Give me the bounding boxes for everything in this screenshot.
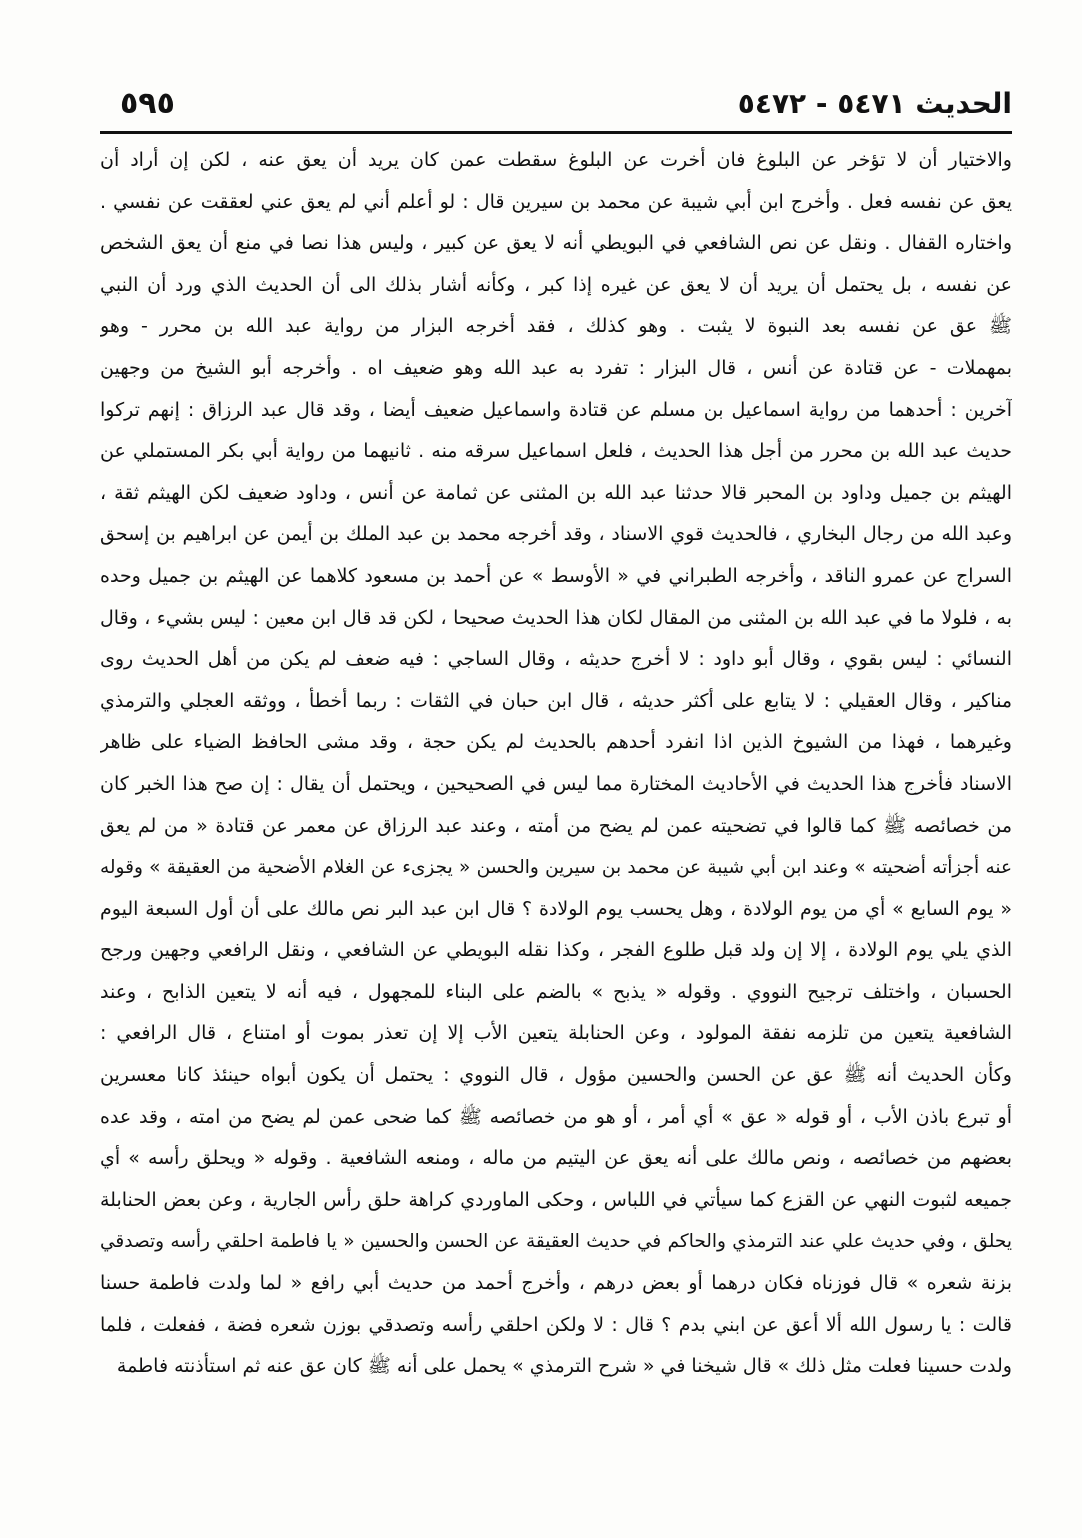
- text-line: واختاره القفال . ونقل عن نص الشافعي في البويطي أنه لا يعق عن كبير ، وليس هذا نصا في منع أن يعق الشخص: [100, 232, 1012, 255]
- text-line: عنه أجزأته أضحيته » وعند ابن أبي شيبة عن محمد بن سيرين والحسن « يجزىء عن الغلام الأضحية من العقيقة » وقوله: [100, 857, 1012, 879]
- text-line: ولدت حسينا فعلت مثل ذلك » قال شيخنا في « شرح الترمذي » يحمل على أنه ﷺ كان عق عنه ثم استأذنته فاطمة: [116, 1355, 1012, 1378]
- text-line: بمهملات - عن قتادة عن أنس ، قال البزار : تفرد به عبد الله وهو ضعيف اه . وأخرجه أبو الشيخ من وجهين: [100, 356, 1012, 379]
- page-number: ٥٩٥: [120, 86, 175, 121]
- text-line: أو تبرع باذن الأب ، أو قوله « عق » أي أمر ، أو هو من خصائصه ﷺ كما ضحى عمن لم يضح من امته ، وقد عده: [100, 1105, 1012, 1128]
- text-line: آخرين : أحدهما من رواية اسماعيل بن مسلم عن قتادة واسماعيل ضعيف أيضا ، وقد قال عبد الرزاق : إنهم تركوا: [100, 398, 1012, 421]
- text-line: الاسناد فأخرج هذا الحديث في الأحاديث المختارة مما ليس في الصحيحين ، ويحتمل أن يقال : إن صح هذا الخبر كان: [100, 772, 1012, 795]
- text-line: وغيرهما ، فهذا من الشيوخ الذين اذا انفرد أحدهم بالحديث لم يكن حجة ، وقد مشى الحافظ الضياء على ظاهر: [100, 731, 1012, 754]
- body-text: [100, 140, 1012, 1388]
- running-title-hadith-range: الحديث ٥٤٧١ - ٥٤٧٢: [737, 87, 1012, 120]
- text-line: يحلق ، وفي حديث علي عند الترمذي والحاكم في حديث العقيقة عن الحسن والحسين « يا فاطمة احلقي رأسه وتصدقي: [100, 1231, 1012, 1253]
- text-line: به ، فلولا ما في عبد الله بن المثنى من المقال لكان هذا الحديث صحيحا ، لكن قد قال ابن معين : ليس بشيء ، وقال: [100, 606, 1012, 629]
- text-line: النسائي : ليس بقوي ، وقال أبو داود : لا أخرج حديثه ، وقال الساجي : فيه ضعف لم يكن من أهل الحديث روى: [100, 648, 1012, 671]
- text-line: وعبد الله من رجال البخاري ، فالحديث قوي الاسناد ، وقد أخرجه محمد بن عبد الملك بن أيمن عن ابراهيم بن إسحق: [100, 523, 1012, 546]
- text-line: ﷺ عق عن نفسه بعد النبوة لا يثبت . وهو كذلك ، فقد أخرجه البزار من رواية عبد الله بن محرر - وهو: [100, 315, 1012, 338]
- text-line: الشافعية يتعين من تلزمه نفقة المولود ، وعن الحنابلة يتعين الأب إلا إن تعذر بموت أو امتناع ، قال الرافعي :: [100, 1022, 1012, 1045]
- text-line: بزنة شعره » قال فوزناه فكان درهما أو بعض درهم ، وأخرج أحمد من حديث أبي رافع « لما ولدت فاطمة حسنا: [100, 1272, 1012, 1295]
- text-line: يعق عن نفسه فعل . وأخرج ابن أبي شيبة عن محمد بن سيرين قال : لو أعلم أني لم يعق عني لعققت عن نفسي .: [100, 190, 1012, 213]
- text-line: جميعه لثبوت النهي عن القزع كما سيأتي في اللباس ، وحكى الماوردي كراهة حلق رأس الجارية ، وعن بعض الحنابلة: [100, 1188, 1012, 1211]
- header-rule: [100, 131, 1012, 134]
- text-line: السراج عن عمرو الناقد ، وأخرجه الطبراني في « الأوسط » عن أحمد بن مسعود كلاهما عن الهيثم بن جميل وحده: [100, 564, 1012, 587]
- text-line: الذي يلي يوم الولادة ، إلا إن ولد قبل طلوع الفجر ، وكذا نقله البويطي عن الشافعي ، ونقل الرافعي وجهين ورجح: [100, 939, 1012, 962]
- text-line: مناكير ، وقال العقيلي : لا يتابع على أكثر حديثه ، قال ابن حبان في الثقات : ربما أخطأ ، ووثقه العجلي والترمذي: [100, 689, 1012, 712]
- text-line: قالت : يا رسول الله ألا أعق عن ابني بدم ؟ قال : لا ولكن احلقي رأسه وتصدقي بوزن شعره فضة ، ففعلت ، فلما: [100, 1313, 1012, 1336]
- text-line: حديث عبد الله بن محرر من أجل هذا الحديث ، فلعل اسماعيل سرقه منه . ثانيهما من رواية أبي بكر المستملي عن: [100, 440, 1012, 463]
- text-line: الهيثم بن جميل وداود بن المحبر قالا حدثنا عبد الله بن المثنى عن ثمامة عن أنس ، وداود ضعيف لكن الهيثم ثقة ،: [100, 481, 1012, 504]
- text-line: والاختيار أن لا تؤخر عن البلوغ فان أخرت عن البلوغ سقطت عمن كان يريد أن يعق عنه ، لكن إن أراد أن: [100, 149, 1012, 171]
- text-line: بعضهم من خصائصه ، ونص مالك على أنه يعق عن اليتيم من ماله ، ومنعه الشافعية . وقوله « ويحلق رأسه » أي: [100, 1147, 1012, 1170]
- text-line: عن نفسه ، بل يحتمل أن يريد أن لا يعق عن غيره إذا كبر ، وكأنه أشار بذلك الى أن الحديث الذي ورد أن النبي: [100, 273, 1012, 296]
- text-line: وكأن الحديث أنه ﷺ عق عن الحسن والحسين مؤول ، قال النووي : يحتمل أن يكون أبواه حينئذ كانا معسرين: [100, 1064, 1012, 1087]
- text-line: من خصائصه ﷺ كما قالوا في تضحيته عمن لم يضح من أمته ، وعند عبد الرزاق عن معمر عن قتادة « من لم يعق: [100, 814, 1012, 837]
- page-header: [100, 84, 1012, 128]
- text-line: الحسبان ، واختلف ترجيح النووي . وقوله « يذبح » بالضم على البناء للمجهول ، فيه أنه لا يتعين الذابح ، وعند: [100, 980, 1012, 1003]
- text-line: « يوم السابع » أي من يوم الولادة ، وهل يحسب يوم الولادة ؟ قال ابن عبد البر نص مالك على أن أول السبعة اليوم: [100, 897, 1012, 920]
